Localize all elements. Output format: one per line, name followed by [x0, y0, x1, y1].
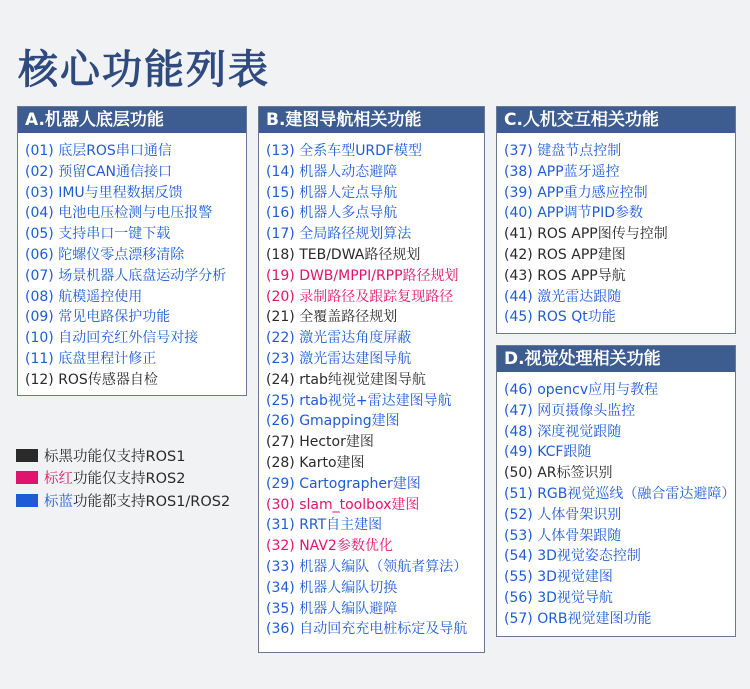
list-item: (31) RRT自主建图	[266, 517, 383, 534]
item-list	[259, 133, 484, 640]
list-item: (22) 激光雷达角度屏蔽	[266, 330, 412, 347]
list-item: (36) 自动回充充电桩标定及导航	[266, 621, 468, 638]
list-item: (55) 3D视觉建图	[504, 569, 613, 586]
list-item: (51) RGB视觉巡线（融合雷达避障）	[504, 485, 736, 502]
list-item: (16) 机器人多点导航	[266, 205, 398, 222]
list-item: (06) 陀螺仪零点漂移清除	[25, 246, 185, 263]
legend	[16, 444, 230, 512]
list-item: (12) ROS传感器自检	[25, 371, 158, 388]
list-item: (32) NAV2参数优化	[266, 538, 393, 555]
list-item: (20) 录制路径及跟踪复现路径	[266, 288, 454, 305]
legend-item	[16, 489, 230, 512]
legend-colored-label: 标蓝	[44, 493, 73, 510]
list-item: (25) rtab视觉+雷达建图导航	[266, 392, 452, 409]
list-item: (14) 机器人动态避障	[266, 163, 398, 180]
list-item: (19) DWB/MPPI/RPP路径规划	[266, 267, 459, 284]
list-item: (11) 底盘里程计修正	[25, 350, 157, 367]
list-item: (46) opencv应用与教程	[504, 382, 659, 398]
list-item: (54) 3D视觉姿态控制	[504, 548, 641, 565]
list-item: (24) rtab纯视觉建图导航	[266, 371, 426, 388]
item-list	[497, 372, 735, 630]
list-item: (23) 激光雷达建图导航	[266, 350, 412, 367]
list-item: (45) ROS Qt功能	[504, 309, 616, 326]
list-item: (27) Hector建图	[266, 434, 374, 451]
list-item: (40) APP调节PID参数	[504, 205, 644, 222]
list-item: (13) 全系车型URDF模型	[266, 143, 422, 159]
list-item: (26) Gmapping建图	[266, 413, 400, 430]
list-item: (44) 激光雷达跟随	[504, 288, 622, 305]
list-item: (42) ROS APP建图	[504, 246, 626, 263]
panel-header: D.视觉处理相关功能	[497, 346, 735, 372]
list-item: (49) KCF跟随	[504, 444, 592, 461]
item-list	[18, 133, 246, 391]
legend-colored-label: 标黑	[44, 448, 73, 465]
list-item: (34) 机器人编队切换	[266, 579, 398, 596]
list-item: (47) 网页摄像头监控	[504, 402, 636, 419]
list-item: (21) 全覆盖路径规划	[266, 309, 398, 326]
list-item: (01) 底层ROS串口通信	[25, 143, 172, 159]
list-item: (18) TEB/DWA路径规划	[266, 246, 421, 263]
list-item: (04) 电池电压检测与电压报警	[25, 205, 213, 222]
list-item: (38) APP蓝牙遥控	[504, 163, 620, 180]
list-item: (07) 场景机器人底盘运动学分析	[25, 267, 227, 284]
legend-label: 功能仅支持ROS1	[73, 448, 186, 465]
legend-colored-label: 标红	[44, 471, 73, 488]
list-item: (41) ROS APP图传与控制	[504, 226, 668, 243]
list-item: (30) slam_toolbox建图	[266, 496, 420, 513]
page-title: 核心功能列表	[18, 47, 270, 93]
list-item: (28) Karto建图	[266, 454, 365, 471]
legend-label: 功能仅支持ROS2	[73, 471, 186, 488]
legend-label: 功能都支持ROS1/ROS2	[73, 493, 231, 510]
list-item: (17) 全局路径规划算法	[266, 226, 412, 243]
list-item: (52) 人体骨架识别	[504, 506, 622, 523]
list-item: (53) 人体骨架跟随	[504, 527, 622, 544]
item-list	[497, 133, 735, 328]
list-item: (09) 常见电路保护功能	[25, 309, 171, 326]
list-item: (33) 机器人编队（领航者算法）	[266, 558, 468, 575]
panel-bottom-layer	[17, 106, 247, 396]
legend-swatch	[16, 494, 38, 507]
legend-swatch	[16, 449, 38, 462]
panel-header: B.建图导航相关功能	[259, 107, 484, 133]
legend-item	[16, 467, 230, 490]
list-item: (43) ROS APP导航	[504, 267, 626, 284]
list-item: (35) 机器人编队避障	[266, 600, 398, 617]
list-item: (15) 机器人定点导航	[266, 184, 398, 201]
list-item: (39) APP重力感应控制	[504, 184, 648, 201]
list-item: (57) ORB视觉建图功能	[504, 610, 652, 627]
list-item: (48) 深度视觉跟随	[504, 423, 622, 440]
panel-mapping-navigation	[258, 106, 485, 653]
panel-header: A.机器人底层功能	[18, 107, 246, 133]
list-item: (10) 自动回充红外信号对接	[25, 330, 199, 347]
list-item: (08) 航模遥控使用	[25, 288, 143, 305]
list-item: (56) 3D视觉导航	[504, 589, 613, 606]
legend-item	[16, 444, 230, 467]
legend-swatch	[16, 471, 38, 484]
list-item: (02) 预留CAN通信接口	[25, 163, 173, 180]
panel-human-interaction	[496, 106, 736, 334]
panel-vision-processing	[496, 345, 736, 637]
list-item: (37) 键盘节点控制	[504, 143, 622, 159]
list-item: (05) 支持串口一键下载	[25, 226, 171, 243]
list-item: (03) IMU与里程数据反馈	[25, 184, 183, 201]
panel-header: C.人机交互相关功能	[497, 107, 735, 133]
list-item: (29) Cartographer建图	[266, 475, 421, 492]
list-item: (50) AR标签识别	[504, 465, 613, 482]
